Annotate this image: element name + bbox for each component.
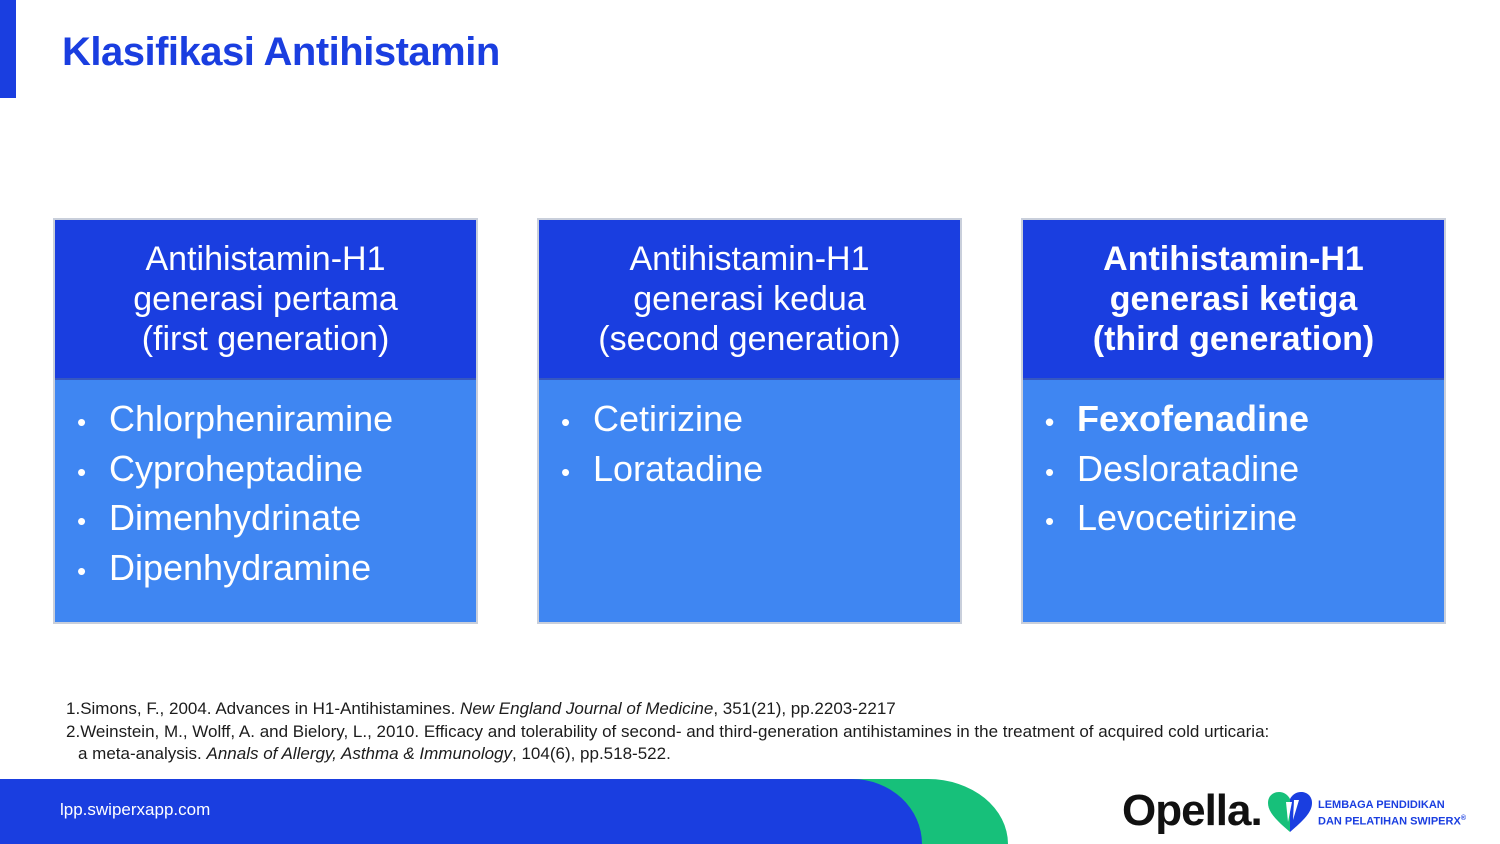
list-item (77, 545, 476, 595)
header-line: (first generation) (141, 320, 390, 358)
footer-url-link[interactable]: lpp.swiperxapp.com (60, 800, 211, 819)
ref-authors: a meta-analysis. (78, 744, 207, 763)
swiperx-heart-icon (1266, 790, 1314, 834)
bullet: • (77, 506, 87, 536)
ref-journal: New England Journal of Medicine (460, 699, 714, 718)
lpp-line-1: LEMBAGA PENDIDIKAN (1318, 799, 1445, 811)
bullet: • (77, 456, 87, 487)
third-generation-card (1021, 218, 1446, 624)
first-generation-card (53, 218, 478, 624)
ref-details: , 104(6), pp.518-522. (512, 744, 671, 763)
drug-name: Cyproheptadine (109, 447, 364, 489)
reference-2-continued (66, 743, 1269, 766)
second-generation-list (539, 380, 960, 495)
list-item (1045, 495, 1444, 545)
first-generation-list (55, 380, 476, 594)
lpp-line-2: DAN PELATIHAN SWIPERX® (1318, 815, 1466, 828)
bullet: • (77, 555, 87, 586)
header-line: generasi pertama (133, 280, 398, 318)
title-accent-bar (0, 0, 16, 98)
bullet: • (1045, 456, 1055, 487)
ref-authors: Weinstein, M., Wolff, A. and Bielory, L., 2010. Efficacy and tolerability of second- and third-generation antihistamines in the treatment of acquired cold urticaria: (80, 721, 1270, 741)
list-item (1045, 446, 1444, 496)
header-line: (second generation) (598, 320, 901, 358)
lpp-swiperx-logo-text (1318, 798, 1466, 829)
header-line: Antihistamin-H1 (1103, 240, 1364, 278)
drug-name: Dipenhydramine (109, 546, 372, 588)
slide-title: Klasifikasi Antihistamin (62, 30, 500, 74)
drug-name: Levocetirizine (1077, 497, 1298, 538)
ref-journal: Annals of Allergy, Asthma & Immunology (206, 744, 513, 763)
list-item (77, 495, 476, 545)
registered-mark: ® (1460, 815, 1466, 822)
second-generation-card (537, 218, 962, 624)
list-item (561, 396, 960, 446)
header-line: generasi kedua (633, 280, 866, 318)
third-generation-list (1023, 380, 1444, 545)
bullet: • (77, 407, 87, 437)
header-line: Antihistamin-H1 (629, 240, 870, 278)
drug-name: Loratadine (593, 447, 764, 489)
list-item (77, 396, 476, 446)
ref-details: , 351(21), pp.2203-2217 (713, 699, 896, 718)
drug-name: Chlorpheniramine (109, 398, 394, 439)
bullet: • (1045, 407, 1055, 437)
second-generation-header (539, 220, 960, 380)
reference-2 (66, 721, 1269, 744)
bullet: • (561, 407, 571, 437)
opella-logo: Opella. (1122, 786, 1262, 835)
drug-name: Dimenhydrinate (109, 497, 362, 538)
references (66, 698, 1269, 766)
bullet: • (1045, 506, 1055, 536)
first-generation-header (55, 220, 476, 380)
ref-authors: Simons, F., 2004. Advances in H1-Antihistamines. (80, 699, 461, 718)
drug-name: Fexofenadine (1077, 398, 1310, 439)
ref-number: 2. (66, 721, 81, 741)
drug-name: Cetirizine (593, 398, 744, 439)
header-line: Antihistamin-H1 (145, 240, 386, 278)
list-item (1045, 396, 1444, 446)
header-line: generasi ketiga (1109, 280, 1358, 318)
list-item (561, 446, 960, 496)
drug-name: Desloratadine (1077, 447, 1300, 489)
third-generation-header (1023, 220, 1444, 380)
header-line: (third generation) (1092, 320, 1375, 358)
reference-1 (66, 698, 1269, 721)
list-item (77, 446, 476, 496)
bullet: • (561, 456, 571, 487)
ref-number: 1. (66, 699, 81, 718)
